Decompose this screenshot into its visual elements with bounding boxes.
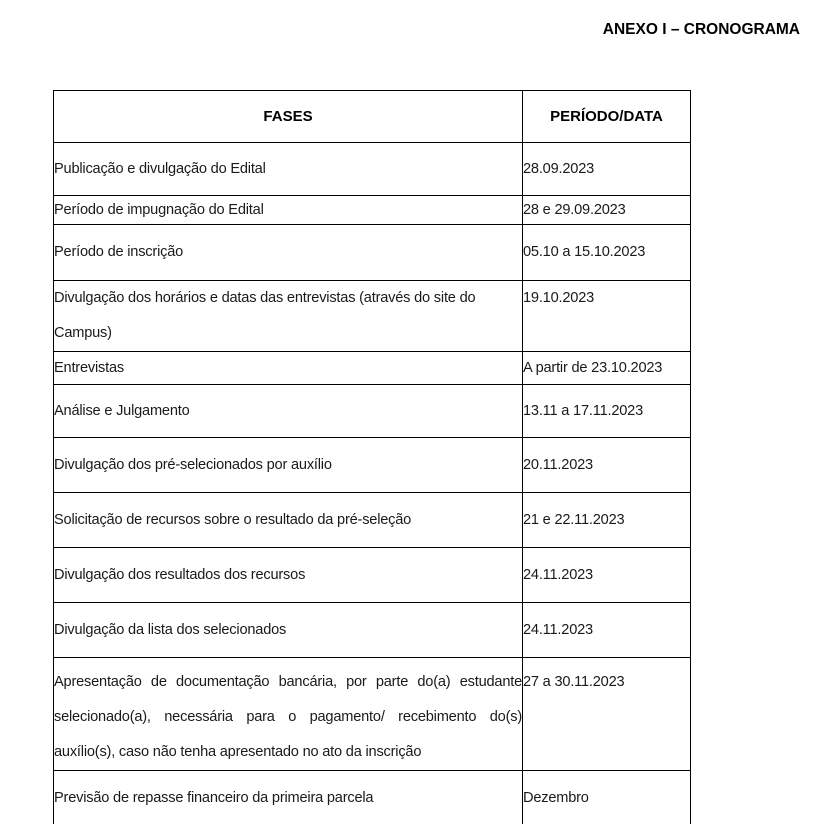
date-cell: 24.11.2023 <box>523 548 691 603</box>
phase-cell: Período de impugnação do Edital <box>54 196 523 225</box>
cronograma-table <box>53 90 691 824</box>
phase-cell: Publicação e divulgação do Edital <box>54 143 523 196</box>
table-row <box>54 548 691 603</box>
phase-cell: Divulgação da lista dos selecionados <box>54 603 523 658</box>
date-cell: 19.10.2023 <box>523 281 691 352</box>
table-row <box>54 438 691 493</box>
table-row <box>54 143 691 196</box>
phase-cell: Solicitação de recursos sobre o resultado da pré-seleção <box>54 493 523 548</box>
phase-cell: Divulgação dos resultados dos recursos <box>54 548 523 603</box>
date-cell: 28 e 29.09.2023 <box>523 196 691 225</box>
table-header-row <box>54 91 691 143</box>
table-row <box>54 352 691 385</box>
phase-cell: Previsão de repasse financeiro da primeira parcela <box>54 771 523 824</box>
date-cell: 13.11 a 17.11.2023 <box>523 385 691 438</box>
table-row <box>54 493 691 548</box>
date-cell: 20.11.2023 <box>523 438 691 493</box>
date-cell: 24.11.2023 <box>523 603 691 658</box>
date-cell: 27 a 30.11.2023 <box>523 658 691 771</box>
date-cell: 21 e 22.11.2023 <box>523 493 691 548</box>
document-title: ANEXO I – CRONOGRAMA <box>602 21 800 38</box>
date-cell: 28.09.2023 <box>523 143 691 196</box>
phase-cell: Divulgação dos pré-selecionados por auxílio <box>54 438 523 493</box>
table-row <box>54 603 691 658</box>
column-header-periodo-data: PERÍODO/DATA <box>523 91 691 143</box>
table-row <box>54 385 691 438</box>
date-cell: A partir de 23.10.2023 <box>523 352 691 385</box>
table-row <box>54 658 691 771</box>
phase-cell: Apresentação de documentação bancária, por parte do(a) estudante selecionado(a), necessária para o pagamento/ recebimento do(s) auxílio(s), caso não tenha apresentado no ato da inscrição <box>54 658 523 771</box>
phase-cell: Entrevistas <box>54 352 523 385</box>
table-row <box>54 225 691 281</box>
table-row <box>54 281 691 352</box>
phase-cell: Análise e Julgamento <box>54 385 523 438</box>
date-cell: 05.10 a 15.10.2023 <box>523 225 691 281</box>
column-header-fases: FASES <box>54 91 523 143</box>
table-row <box>54 196 691 225</box>
table-row <box>54 771 691 824</box>
date-cell: Dezembro <box>523 771 691 824</box>
phase-cell: Divulgação dos horários e datas das entrevistas (através do site do Campus) <box>54 281 523 352</box>
phase-cell: Período de inscrição <box>54 225 523 281</box>
